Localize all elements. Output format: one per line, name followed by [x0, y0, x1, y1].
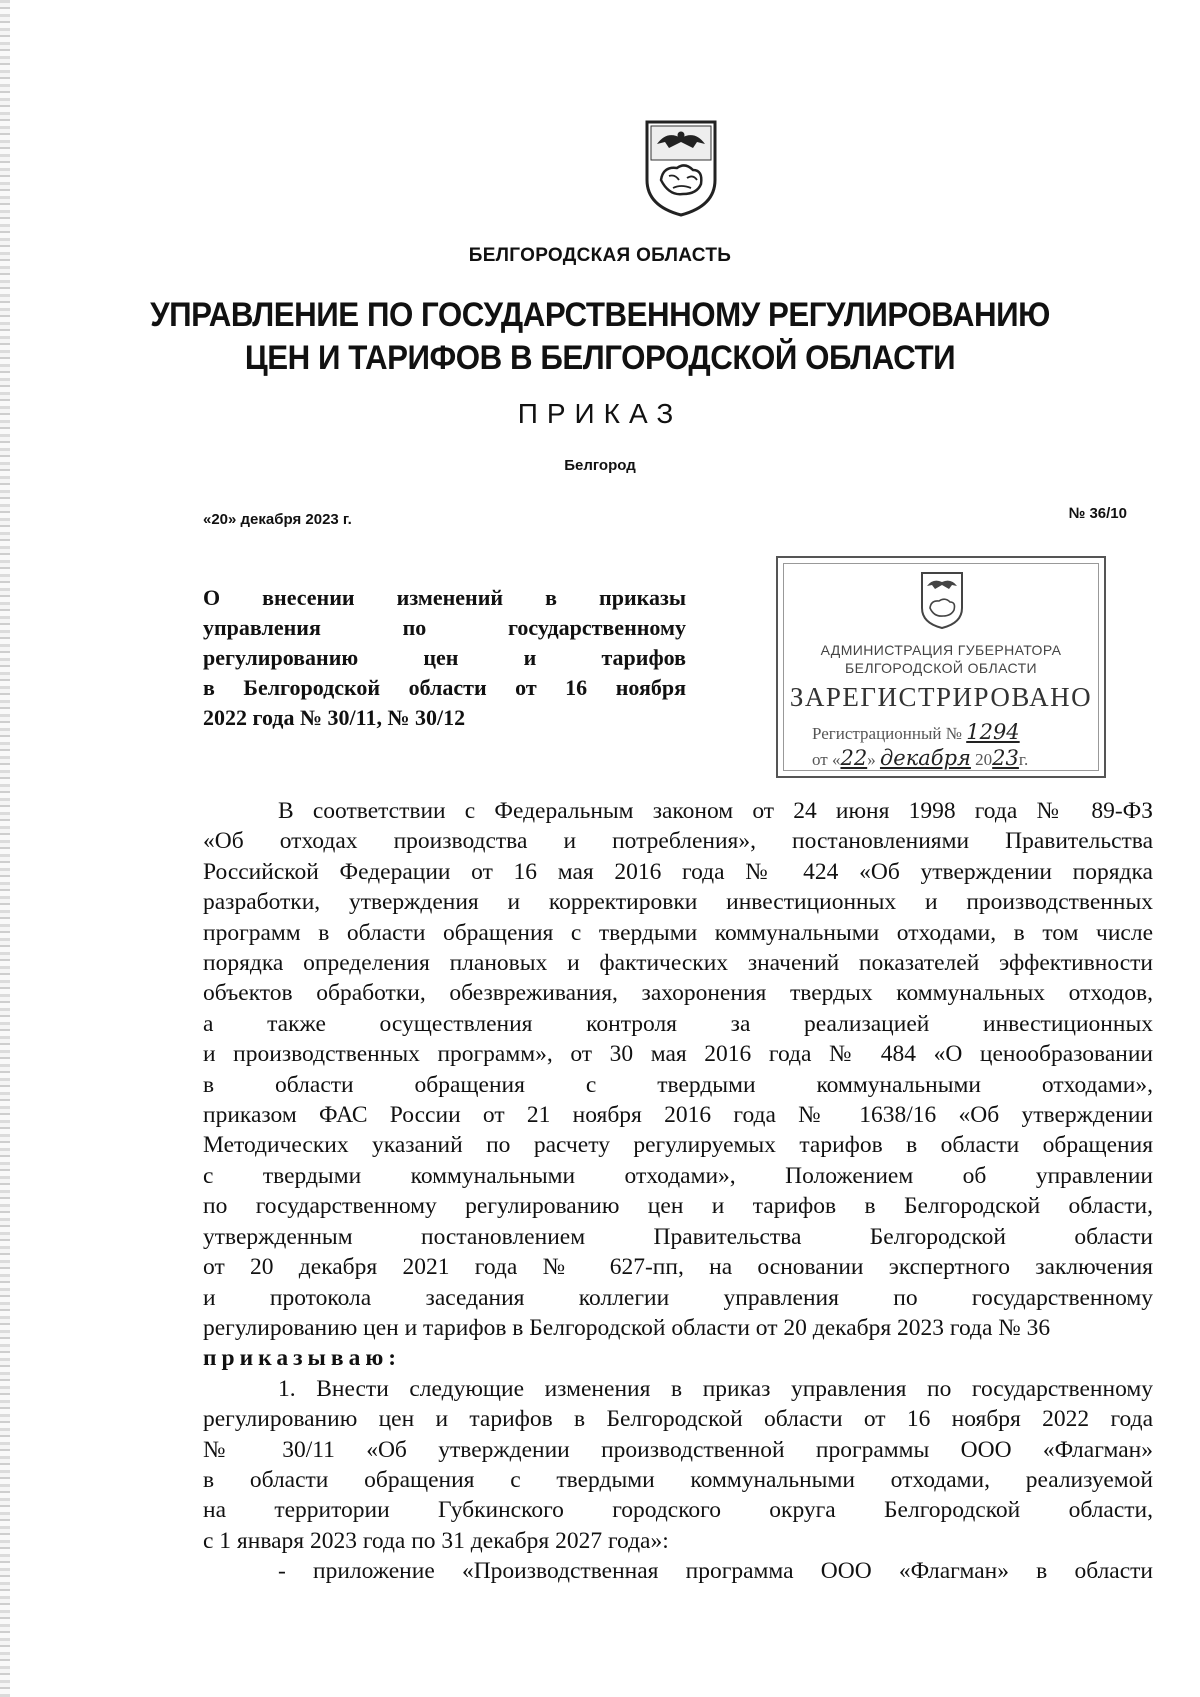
stamp-registered-title: ЗАРЕГИСТРИРОВАНО: [789, 682, 1093, 712]
registration-stamp: [776, 556, 1106, 778]
body-line: объектов обработки, обезвреживания, захоронения твердых коммунальных отходов,: [203, 980, 1153, 1007]
agency-name-line1: УПРАВЛЕНИЕ ПО ГОСУДАРСТВЕННОМУ РЕГУЛИРОВАНИЮ: [150, 296, 1050, 334]
order-subject: [203, 583, 686, 733]
region-name: БЕЛГОРОДСКАЯ ОБЛАСТЬ: [468, 245, 732, 266]
city-name: Белгород: [564, 457, 636, 474]
body-line: порядка определения плановых и фактических значений показателей эффективности: [203, 950, 1153, 977]
body-line: регулированию цен и тарифов в Белгородской области от 20 декабря 2023 года № 36: [203, 1314, 1051, 1341]
subject-line: управления по государственному: [203, 615, 686, 640]
order-body: [203, 796, 1153, 1587]
order-date: «20» декабря 2023 г.: [203, 511, 352, 528]
stamp-registration-number: 1294: [966, 720, 1020, 744]
body-line: программ в области обращения с твердыми коммунальными отходами, в том числе: [203, 919, 1153, 946]
body-line: в области обращения с твердыми коммунальными отходами»,: [203, 1071, 1153, 1098]
document-type: ПРИКАЗ: [517, 398, 683, 429]
body-line: Российской Федерации от 16 мая 2016 года № 424 «Об утверждении порядка: [203, 858, 1153, 885]
stamp-from-label: от «: [812, 750, 841, 769]
stamp-coat-of-arms-emblem: [919, 570, 965, 630]
body-line: а также осуществления контроля за реализацией инвестиционных: [203, 1010, 1153, 1037]
stamp-registration-number-row: [812, 720, 1020, 744]
item1-line: с 1 января 2023 года по 31 декабря 2027 года»:: [203, 1527, 669, 1554]
stamp-day: 22: [840, 746, 868, 770]
stamp-issuer-line2: БЕЛГОРОДСКОЙ ОБЛАСТИ: [845, 660, 1037, 676]
stamp-year-end: г.: [1018, 750, 1029, 769]
subject-line: регулированию цен и тарифов: [203, 645, 686, 670]
body-line: В соответствии с Федеральным законом от 24 июня 1998 года № 89-ФЗ: [278, 798, 1153, 824]
body-line: приказом ФАС России от 21 ноября 2016 года № 1638/16 «Об утверждении: [203, 1102, 1153, 1129]
coat-of-arms-emblem: [643, 118, 719, 218]
body-line: Методических указаний по расчету регулируемых тарифов в области обращения: [203, 1132, 1153, 1159]
body-line: «Об отходах производства и потребления», постановлениями Правительства: [203, 828, 1153, 855]
bullet-line: - приложение «Производственная программа ООО «Флагман» в области: [278, 1558, 1153, 1585]
stamp-issuer-line1: АДМИНИСТРАЦИЯ ГУБЕРНАТОРА: [820, 642, 1062, 658]
item1-line: регулированию цен и тарифов в Белгородской области от 16 ноября 2022 года: [203, 1406, 1153, 1433]
stamp-date-row: [812, 746, 1028, 770]
body-line: разработки, утверждения и корректировки инвестиционных и производственных: [203, 889, 1153, 916]
item1-line: 1. Внести следующие изменения в приказ управления по государственному: [278, 1375, 1153, 1402]
body-line: от 20 декабря 2021 года № 627-пп, на основании экспертного заключения: [203, 1254, 1153, 1281]
stamp-year-prefix: 20: [975, 750, 993, 769]
stamp-registration-label: Регистрационный №: [812, 724, 962, 743]
body-line: по государственному регулированию цен и тарифов в Белгородской области,: [203, 1193, 1153, 1220]
body-line: и протокола заседания коллегии управления по государственному: [203, 1284, 1153, 1311]
subject-line: 2022 года № 30/11, № 30/12: [203, 705, 466, 730]
order-word: приказываю:: [203, 1345, 402, 1372]
stamp-year-suffix: 23: [992, 746, 1019, 770]
item1-line: в области обращения с твердыми коммунальными отходами, реализуемой: [203, 1466, 1153, 1493]
stamp-month: декабря: [879, 746, 971, 770]
body-line: утвержденным постановлением Правительства Белгородской области: [203, 1223, 1153, 1250]
stamp-quote-close: »: [867, 750, 876, 769]
item1-line: на территории Губкинского городского округа Белгородской области,: [203, 1497, 1153, 1524]
agency-name-line2: ЦЕН И ТАРИФОВ В БЕЛГОРОДСКОЙ ОБЛАСТИ: [244, 339, 956, 377]
body-line: с твердыми коммунальными отходами», Положением об управлении: [203, 1162, 1153, 1189]
order-number: № 36/10: [1068, 505, 1127, 522]
subject-line: О внесении изменений в приказы: [203, 585, 686, 610]
subject-line: в Белгородской области от 16 ноября: [203, 675, 686, 700]
item1-line: № 30/11 «Об утверждении производственной программы ООО «Флагман»: [203, 1436, 1153, 1463]
body-line: и производственных программ», от 30 мая 2016 года № 484 «О ценообразовании: [203, 1041, 1153, 1068]
